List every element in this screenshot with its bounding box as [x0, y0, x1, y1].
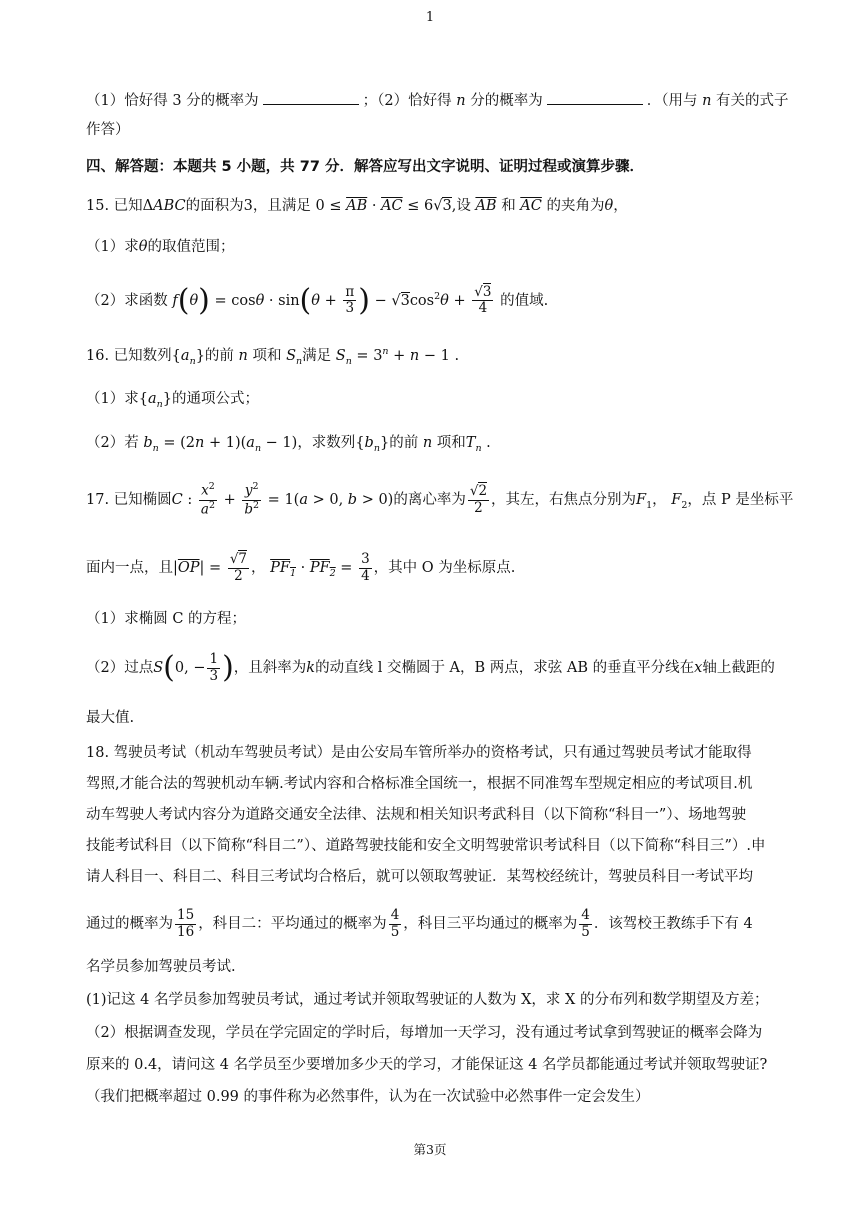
- q15-stem-b: 的面积为3，且满足: [185, 198, 311, 214]
- q18-l6-d: ．该驾校王教练手下有 4: [593, 916, 753, 932]
- q17-part1: （1）求椭圆 C 的方程；: [86, 611, 247, 627]
- q18-line7: 名学员参加驾驶员考试.: [86, 959, 236, 975]
- var-k: k: [306, 660, 316, 676]
- q17-p2-c: 的动直线 l 交椭圆于 A，B 两点，求弦 AB 的垂直平分线在: [315, 660, 695, 676]
- q14-sep: ；（2）恰好得: [362, 93, 457, 109]
- q14-end2: 有关的式子: [711, 93, 789, 109]
- answer-blank-2: [547, 90, 643, 105]
- math-seq-an: $\{a_n\}$: [138, 391, 172, 410]
- q14-part1: （1）恰好得 3 分的概率为: [86, 93, 259, 109]
- math-seq-bn: $\{b_n\}$: [355, 435, 390, 454]
- q16-stem-b: 的前: [204, 347, 234, 364]
- q15-stem-e: 的夹角为: [546, 198, 605, 214]
- q15-part1: [86, 237, 780, 257]
- q17-p2-d: 轴上截距的: [702, 660, 775, 676]
- var-n: n: [422, 435, 433, 451]
- q16-p1-a: （1）求: [86, 391, 139, 407]
- q16-stem-a: 16. 已知数列: [86, 347, 172, 364]
- q17-part2-end: 最大值.: [86, 710, 135, 726]
- math-sn-formula: $S_n = 3^n + n - 1$ .: [335, 346, 460, 367]
- q17-stem-b: 的离心率为: [393, 492, 466, 508]
- q14-tail-line: [86, 90, 789, 111]
- math-pf-dot: $PF_1 \cdot PF_2$ = $\frac{3}{4}$: [270, 550, 370, 584]
- q18-l6-c: ，科目三平均通过的概率为: [403, 916, 578, 932]
- q16-stem: [86, 342, 780, 372]
- math-ellipse: C : $\frac{x^2}{a^2}$ + $\frac{y^2}{b^2}$ = 1(a > 0, b > 0): [171, 481, 394, 517]
- q16-part2: [86, 433, 780, 459]
- q17-part2: [86, 648, 780, 688]
- q17-stem-d: ，点 P 是坐标平: [687, 492, 794, 508]
- q14-part2: 分的概率为: [465, 93, 543, 109]
- q15-stem-a: 15. 已知: [86, 198, 143, 214]
- math-triangle-abc: ΔABC: [142, 198, 186, 214]
- q18-part1: (1)记这 4 名学员参加驾驶员考试，通过考试并领取驾驶证的人数为 X，求 X 的分布列和数学期望及方差；: [86, 992, 769, 1008]
- math-vec-ac: $\overline{AC}$: [520, 198, 542, 214]
- q18-line4: 技能考试科目（以下简称“科目二”）、道路驾驶技能和安全文明驾驶常识考试科目（以下简称“科目三”）.申: [86, 838, 766, 854]
- math-dot-product-range: $0 \le \overline{AB} \cdot \overline{AC} \le 6√3$: [315, 198, 452, 214]
- answer-blank-1: [263, 90, 359, 105]
- page-footer: 第3页: [413, 1142, 447, 1157]
- q18-part2-c: （我们把概率超过 0.99 的事件称为必然事件，认为在一次试验中必然事件一定会发生）: [86, 1089, 650, 1105]
- q16-stem-d: 满足: [302, 347, 332, 364]
- math-vec-ab: $\overline{AB}$: [475, 198, 497, 214]
- q18-part2-b: 原来的 0.4，请问这 4 名学员至少要增加多少天的学习，才能保证这 4 名学员都能通过考试并领取驾驶证?: [86, 1057, 768, 1073]
- q18-line3: 动车驾驶人考试内容分为道路交通安全法律、法规和相关知识考武科目（以下简称“科目一”）、场地驾驶: [86, 807, 747, 823]
- math-f2: F: [671, 492, 682, 508]
- q15-stem-d: 和: [501, 198, 516, 214]
- q15-part2: [86, 280, 780, 318]
- math-theta: θ: [604, 198, 614, 214]
- q14-end: ．（用与: [646, 93, 703, 109]
- q18-line1: 18. 驾驶员考试（机动车驾驶员考试）是由公安局车管所举办的资格考试，只有通过驾驶员考试才能取得: [86, 745, 752, 761]
- q18-part2-a: （2）根据调查发现，学员在学完固定的学时后，每增加一天学习，没有通过考试拿到驾驶证的概率会降为: [86, 1025, 763, 1041]
- q16-p2-b: ，求数列: [297, 435, 356, 451]
- q18-l6-b: ，科目二：平均通过的概率为: [198, 916, 387, 932]
- q16-stem-c: 项和: [252, 347, 282, 364]
- q17-line2-b: ，其中 O 为坐标原点.: [373, 560, 516, 576]
- q18-l6-a: 通过的概率为: [86, 916, 173, 932]
- var-x: x: [694, 660, 703, 676]
- var-n: n: [238, 347, 248, 364]
- q16-p1-b: 的通项公式；: [171, 391, 259, 407]
- q15-stem-c: ,设: [451, 198, 471, 214]
- math-op-magnitude: $|\overline{OP}|$ = $\frac{√7}{2}$: [173, 550, 248, 584]
- var-n: n: [702, 93, 712, 109]
- math-point-s: S(0, − $\frac{1}{3}$ ): [153, 650, 234, 685]
- q17-stem-c: ，其左，右焦点分别为: [491, 492, 637, 508]
- q17-p2-a: （2）过点: [86, 660, 154, 676]
- q17-stem-a: 17. 已知椭圆: [86, 492, 172, 508]
- page-number-top: 1: [425, 10, 435, 25]
- q18-line6: [86, 904, 780, 944]
- var-n: n: [456, 93, 466, 109]
- q15-stem-f: ，: [613, 198, 628, 214]
- q18-line5: 请人科目一、科目二、科目三考试均合格后，就可以领取驾驶证．某驾校经统计，驾驶员科目一考试平均: [86, 869, 753, 885]
- section-heading: 四、解答题：本题共 5 小题，共 77 分．解答应写出文字说明、证明过程或演算步骤．: [86, 159, 644, 175]
- math-f1: F: [636, 492, 647, 508]
- q18-line2: 驾照,才能合法的驾驶机动车辆.考试内容和合格标准全国统一，根据不同准驾车型规定相应的考试项目.机: [86, 776, 753, 792]
- q14-cont: 作答）: [86, 122, 130, 138]
- q16-p2-d: 项和: [436, 435, 466, 451]
- q15-p1-a: （1）求: [86, 239, 139, 255]
- q16-p2-c: 的前: [389, 435, 419, 451]
- math-function-f: f(θ) = cosθ · sin(θ + $\frac{\pi}{3}$ ) − $√3\cos^2\theta$ + $\frac{√3}{4}$: [172, 282, 492, 318]
- q17-line2-a: 面内一点，且: [86, 560, 173, 576]
- q17-p2-b: ，且斜率为: [233, 660, 307, 676]
- q15-stem: [86, 196, 780, 216]
- math-seq-an: $\{a_n\}$: [171, 347, 205, 367]
- q16-p2-a: （2）若: [86, 435, 139, 451]
- q15-p1-b: 的取值范围；: [147, 239, 235, 255]
- q17-stem: 17. 已知椭圆C : $\frac{x^2}{a^2}$ + $\frac{y^2}{b^2}$ = 1(a > 0, b > 0)的离心率为 $\frac{√2}{2}$ ，其左，右焦点分别为$F_1$， $F_2$，点 P 是坐标平: [86, 481, 794, 517]
- math-eccentricity: $\frac{√2}{2}$: [469, 482, 488, 516]
- q15-p2-b: 的值域.: [500, 292, 549, 309]
- math-frac-15-16: $\frac{15}{16}$: [177, 906, 195, 940]
- math-frac-4-5: $\frac{4}{5}$: [581, 906, 590, 940]
- q17-line2: 面内一点，且$|\overline{OP}|$ = $\frac{√7}{2}$ ， $PF_1 \cdot PF_2$ = $\frac{3}{4}$ ，其中 O 为坐标原点.: [86, 550, 516, 584]
- math-sn: $S_n$: [286, 347, 303, 367]
- math-tn: $T_n$ .: [465, 435, 491, 454]
- q16-part1: [86, 389, 780, 415]
- math-bn-formula: $b_n = (2n + 1)(a_n - 1)$: [143, 435, 298, 454]
- math-frac-4-5: $\frac{4}{5}$: [390, 906, 400, 940]
- math-theta: θ: [138, 239, 148, 255]
- q15-p2-a: （2）求函数: [86, 292, 168, 309]
